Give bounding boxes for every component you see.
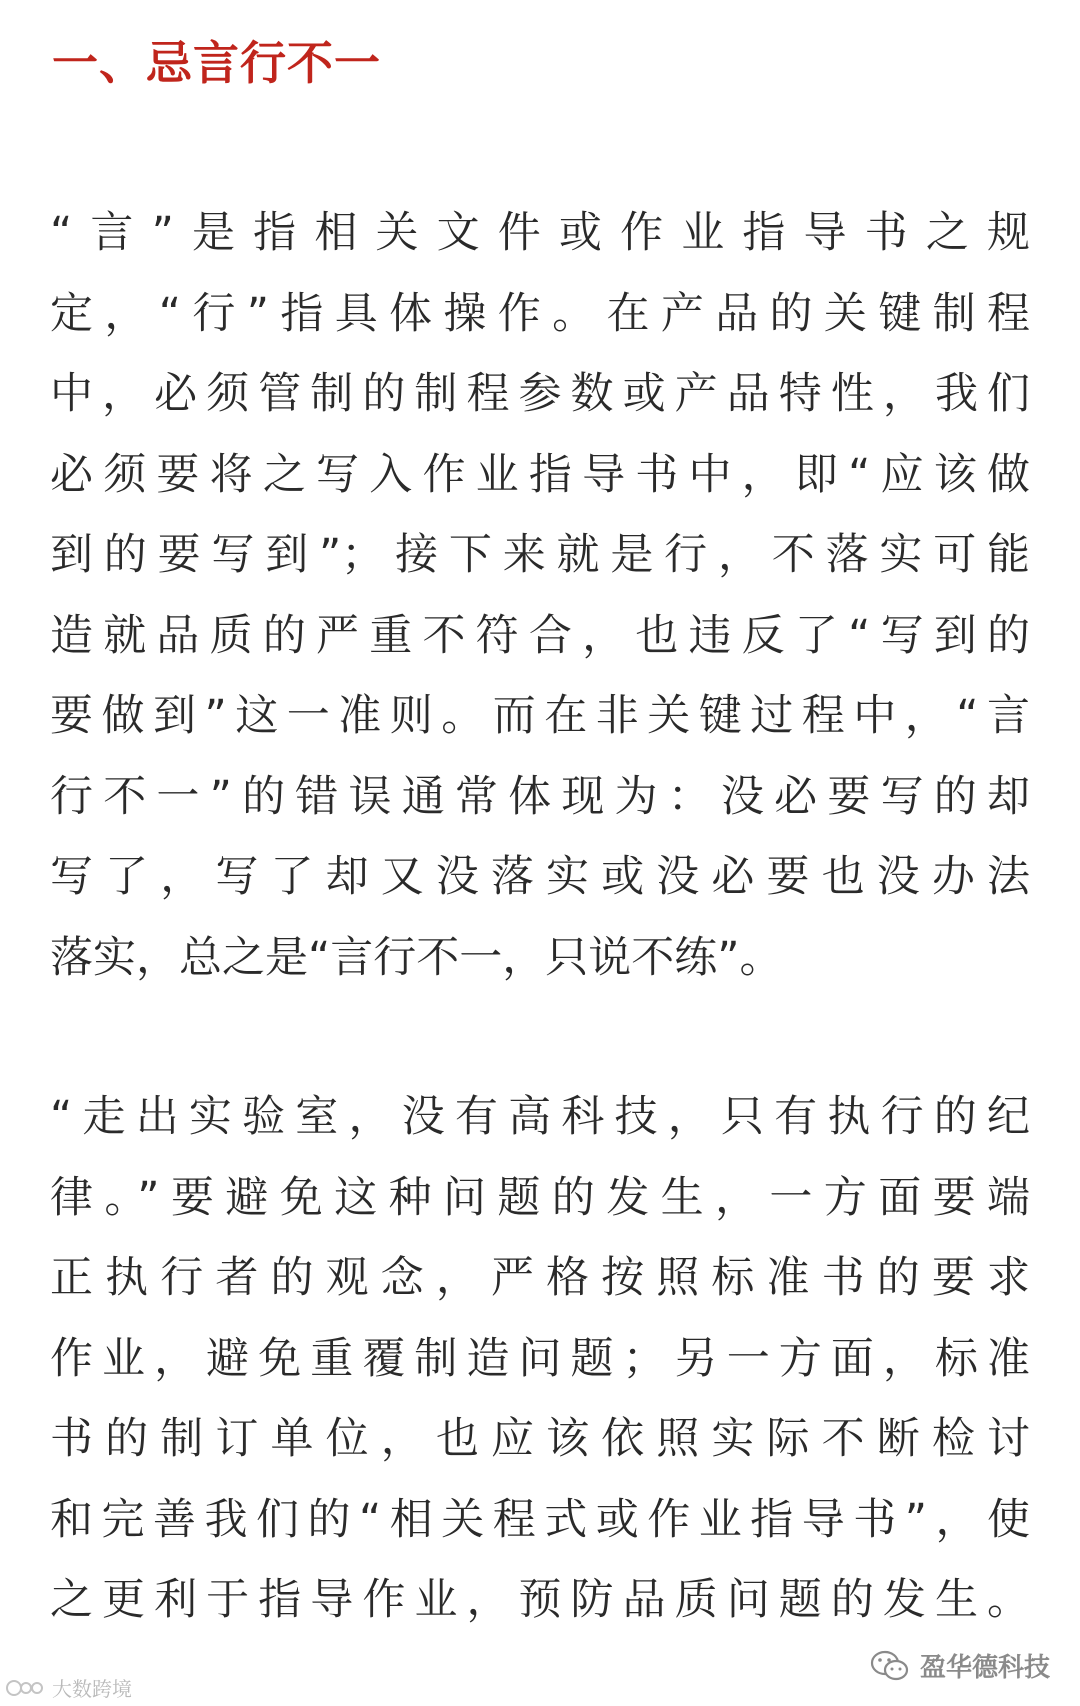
- paragraph-line: 行不一”的错误通常体现为：没必要写的却: [50, 771, 1030, 822]
- paragraph-line: 定，“行”指具体操作。在产品的关键制程: [50, 288, 1030, 339]
- paragraph-line: 造就品质的严重不符合，也违反了“写到的: [50, 610, 1030, 661]
- watermark-right-text: 盈华德科技: [919, 1653, 1050, 1683]
- watermark-right: [870, 1647, 1050, 1684]
- paragraph-line: 作业，避免重覆制造问题；另一方面，标准: [50, 1333, 1030, 1384]
- section-heading: 一、忌言行不一: [52, 36, 381, 90]
- site-logo-icon: [6, 1677, 46, 1699]
- paragraph-line: 和完善我们的“相关程式或作业指导书”，使: [50, 1494, 1030, 1545]
- paragraph-line: 正执行者的观念，严格按照标准书的要求: [50, 1253, 1030, 1303]
- paragraph-2: [50, 1077, 1030, 1641]
- paragraph-line: “走出实验室，没有高科技，只有执行的纪: [50, 1092, 1030, 1142]
- paragraph-line: 必须要将之写入作业指导书中，即“应该做: [50, 449, 1030, 500]
- paragraph-line: 书的制订单位，也应该依照实际不断检讨: [50, 1414, 1030, 1464]
- paragraph-line: 写了，写了却又没落实或没必要也没办法: [50, 852, 1030, 902]
- paragraph-line: 到的要写到”；接下来就是行，不落实可能: [50, 530, 1030, 580]
- paragraph-line: “言”是指相关文件或作业指导书之规: [50, 208, 1030, 258]
- paragraph-line: 要做到”这一准则。而在非关键过程中，“言: [50, 691, 1030, 741]
- watermark-left-text: 大数跨境: [52, 1677, 132, 1701]
- paragraph-line: 落实，总之是“言行不一，只说不练”。: [50, 932, 783, 983]
- paragraph-line: 律。”要避免这种问题的发生，一方面要端: [50, 1172, 1030, 1223]
- watermark-left: [6, 1673, 132, 1702]
- paragraph-line: 中，必须管制的制程参数或产品特性，我们: [50, 369, 1030, 419]
- wechat-icon: [870, 1649, 910, 1683]
- paragraph-1: [50, 193, 1030, 998]
- paragraph-line: 之更利于指导作业，预防品质问题的发生。: [50, 1575, 1030, 1625]
